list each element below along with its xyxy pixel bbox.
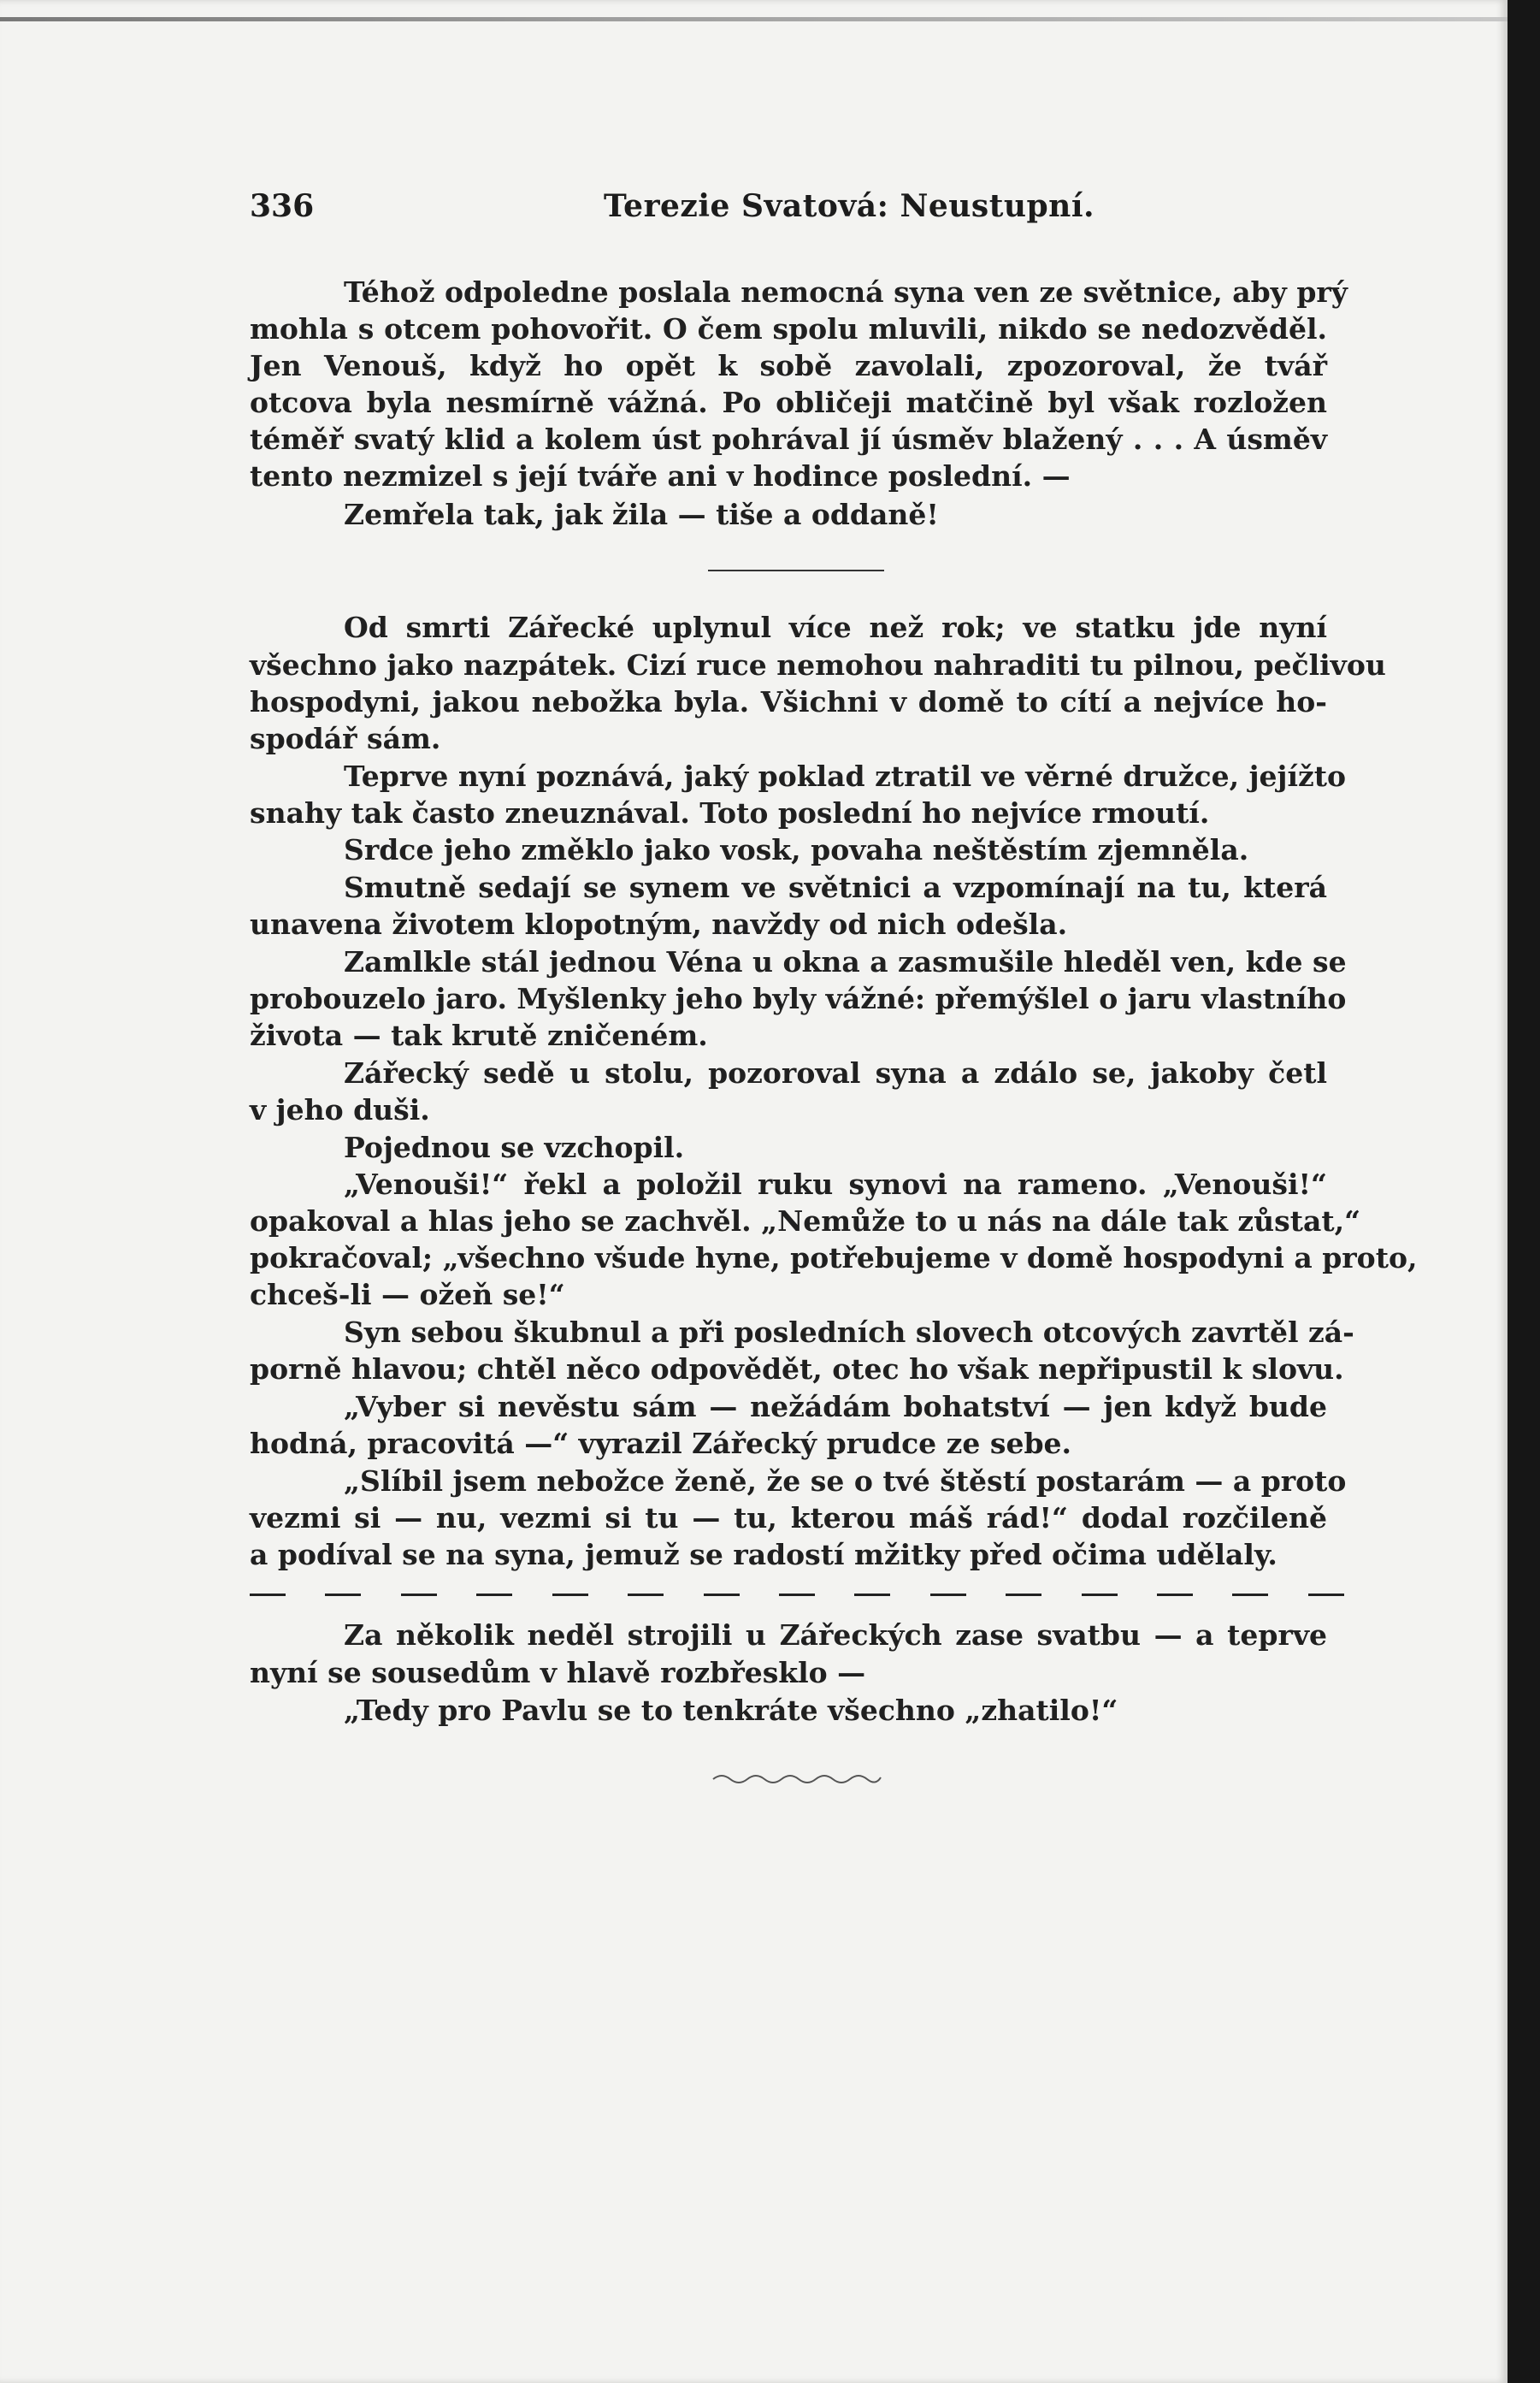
text-line: chceš-li — ožeň se!“ xyxy=(250,1278,565,1311)
text-line: Téhož odpoledne poslala nemocná syna ven ze světnice, aby prý xyxy=(344,275,1348,309)
text-line: Od smrti Zářecké uplynul více než rok; ve statku jde nyní xyxy=(344,611,1327,644)
text-line: Zamlkle stál jednou Véna u okna a zasmušile hleděl ven, kde se xyxy=(344,945,1347,979)
text-line: Srdce jeho změklo jako vosk, povaha neštěstím zjemněla. xyxy=(344,833,1249,866)
dash xyxy=(401,1594,437,1596)
text-line: hospodyni, jakou nebožka byla. Všichni v domě to cítí a nejvíce ho- xyxy=(250,685,1327,718)
dash-separator xyxy=(250,1594,1344,1597)
text-line: Pojednou se vzchopil. xyxy=(344,1131,685,1164)
text-line: Zářecký sedě u stolu, pozoroval syna a zdálo se, jakoby četl xyxy=(344,1056,1327,1090)
text-line: Syn sebou škubnul a při posledních slovech otcových zavrtěl zá- xyxy=(344,1316,1354,1349)
dash xyxy=(250,1594,286,1596)
dash xyxy=(628,1594,664,1596)
text-line: Jen Venouš, když ho opět k sobě zavolali, zpozoroval, že tvář xyxy=(250,349,1327,382)
dash xyxy=(779,1594,815,1596)
text-line: pokračoval; „všechno všude hyne, potřebujeme v domě hospodyni a proto, xyxy=(250,1241,1418,1274)
dash xyxy=(325,1594,361,1596)
text-line: hodná, pracovitá —“ vyrazil Zářecký prudce ze sebe. xyxy=(250,1427,1072,1460)
scan-edge-line xyxy=(0,17,1508,21)
page-number: 336 xyxy=(250,188,315,224)
text-line: „Vyber si nevěstu sám — nežádám bohatství — jen když bude xyxy=(344,1390,1327,1423)
text-line: porně hlavou; chtěl něco odpovědět, otec ho však nepřipustil k slovu. xyxy=(250,1352,1344,1386)
section-divider-rule xyxy=(708,570,884,571)
page-header xyxy=(250,180,1336,231)
text-line: probouzelo jaro. Myšlenky jeho byly vážné: přemýšlel o jaru vlastního xyxy=(250,982,1347,1015)
text-line: a podíval se na syna, jemuž se radostí mžitky před očima udělaly. xyxy=(250,1538,1277,1571)
text-line: snahy tak často zneuznával. Toto poslední ho nejvíce rmoutí. xyxy=(250,796,1210,830)
dash xyxy=(1006,1594,1041,1596)
text-line: Zemřela tak, jak žila — tiše a oddaně! xyxy=(344,498,939,531)
text-line: Smutně sedají se synem ve světnici a vzpomínají na tu, která xyxy=(344,871,1327,904)
dash xyxy=(854,1594,890,1596)
dash xyxy=(704,1594,740,1596)
text-line: všechno jako nazpátek. Cizí ruce nemohou nahraditi tu pilnou, pečlivou xyxy=(250,648,1386,682)
text-line: unavena životem klopotným, navždy od nich odešla. xyxy=(250,908,1068,941)
text-line: otcova byla nesmírně vážná. Po obličeji matčině byl však rozložen xyxy=(250,386,1327,419)
text-line: spodář sám. xyxy=(250,722,441,755)
wavy-ornament-icon xyxy=(711,1771,882,1784)
dash xyxy=(1082,1594,1118,1596)
dash xyxy=(1232,1594,1268,1596)
text-line: vezmi si — nu, vezmi si tu — tu, kterou máš rád!“ dodal rozčileně xyxy=(250,1501,1327,1534)
dash xyxy=(930,1594,966,1596)
text-line: v jeho duši. xyxy=(250,1093,430,1126)
text-line: „Slíbil jsem nebožce ženě, že se o tvé štěstí postarám — a proto xyxy=(344,1464,1347,1498)
dash xyxy=(1157,1594,1193,1596)
text-line: Teprve nyní poznává, jaký poklad ztratil ve věrné družce, jejížto xyxy=(344,760,1346,793)
text-line: nyní se sousedům v hlavě rozbřesklo — xyxy=(250,1656,866,1689)
text-line: Za několik neděl strojili u Zářeckých zase svatbu — a teprve xyxy=(344,1618,1327,1652)
text-line: „Tedy pro Pavlu se to tenkráte všechno „zhatilo!“ xyxy=(344,1694,1118,1727)
text-line: téměř svatý klid a kolem úst pohrával jí úsměv blažený . . . A úsměv xyxy=(250,423,1327,456)
text-line: opakoval a hlas jeho se zachvěl. „Nemůže to u nás na dále tak zůstat,“ xyxy=(250,1204,1361,1238)
text-line: tento nezmizel s její tváře ani v hodince poslední. — xyxy=(250,459,1071,493)
running-title: Terezie Svatová: Neustupní. xyxy=(604,188,1095,224)
dash xyxy=(552,1594,588,1596)
dash xyxy=(476,1594,512,1596)
text-line: „Venouši!“ řekl a položil ruku synovi na rameno. „Venouši!“ xyxy=(344,1168,1327,1201)
text-line: života — tak krutě zničeném. xyxy=(250,1019,708,1052)
text-line: mohla s otcem pohovořit. O čem spolu mluvili, nikdo se nedozvěděl. xyxy=(250,312,1327,346)
dash xyxy=(1308,1594,1344,1596)
